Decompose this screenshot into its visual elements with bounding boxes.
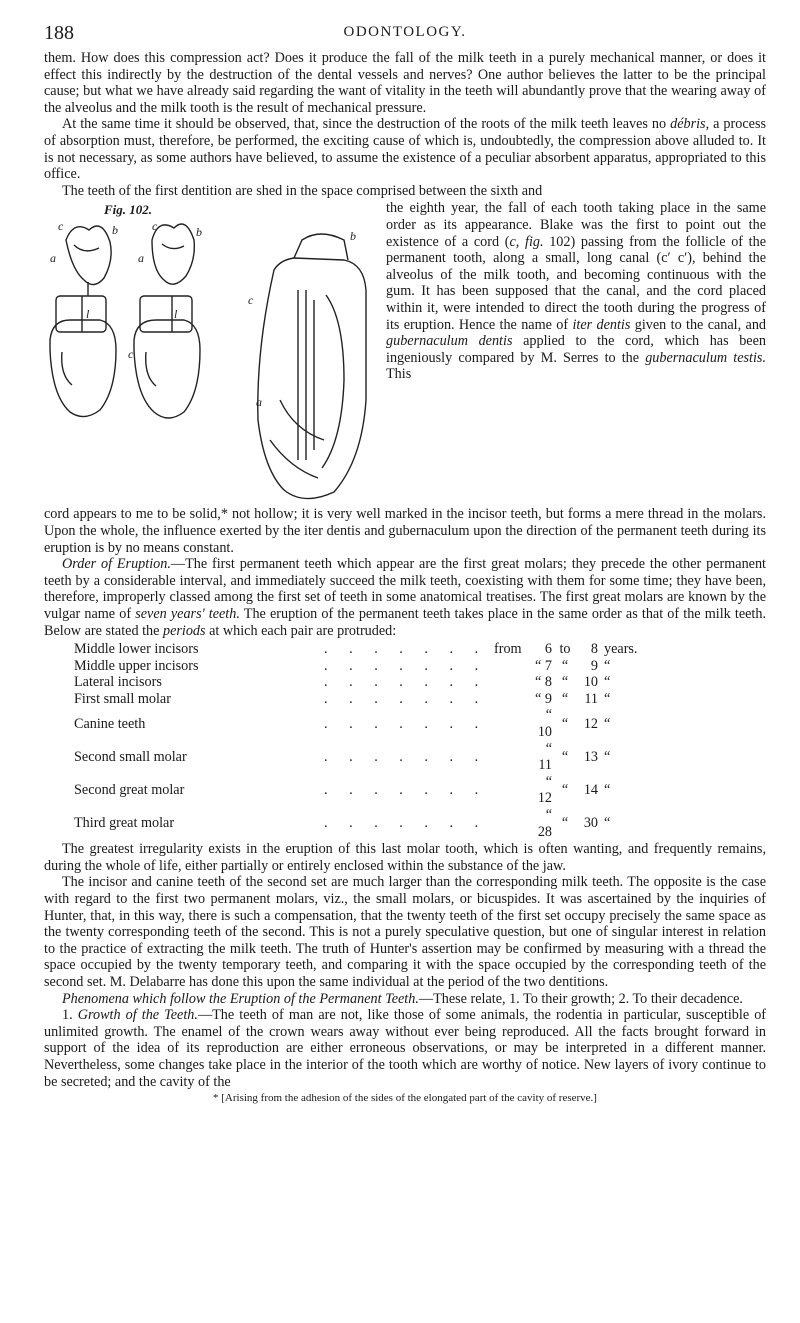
fig-letter-a-1: a <box>50 251 56 266</box>
leader-dots: . . . . . . . <box>324 657 488 674</box>
to-word: “ <box>561 715 569 732</box>
fig-letter-c-4: c <box>248 293 254 308</box>
from-word <box>494 691 532 708</box>
tooth-name: Middle upper incisors <box>74 657 199 674</box>
end-age: 9 <box>590 657 598 674</box>
start-age: “ 7 <box>535 657 552 674</box>
fig-letter-b-1: b <box>112 223 118 238</box>
tooth-name: Lateral incisors <box>74 674 162 691</box>
from-word <box>494 658 532 675</box>
paragraph-irregularity: The greatest irregularity exists in the eruption of this last molar tooth, which is often wanting, and frequently remains, during the whole of life, either partially or entirely enclosed within the substance of the jaw. <box>44 841 766 874</box>
footnote: * [Arising from the adhesion of the sides of the elongated part of the cavity of reserve.] <box>213 1092 597 1105</box>
paragraph-2: At the same time it should be observed, that, since the destruction of the roots of the milk teeth leaves no débris, a process of absorption must, therefore, be performed, the exciting cause of which is, undoubtedly, the compression above alluded to. It is not necessary, as some authors have believed, to assume the existence of a peculiar absorbent apparatus, appropriated to this office. <box>44 116 766 183</box>
tooth-name: Second great molar <box>74 782 185 799</box>
permanent-tooth-1 <box>50 320 116 417</box>
age-unit: “ <box>604 782 611 799</box>
end-age: 30 <box>583 815 598 832</box>
leader-dots: . . . . . . . <box>324 715 488 732</box>
fig-letter-l-2: l <box>174 307 178 322</box>
start-age: “ 8 <box>535 674 552 691</box>
eruption-table <box>74 641 664 840</box>
from-word <box>494 741 532 774</box>
figure-block <box>44 200 766 506</box>
eruption-row <box>74 741 664 774</box>
to-word: “ <box>561 657 569 674</box>
age-unit: “ <box>604 715 611 732</box>
figure-label: Fig. 102. <box>104 202 153 218</box>
start-age: “ 11 <box>538 740 552 774</box>
milk-tooth-1 <box>66 226 111 285</box>
end-age: 14 <box>583 782 598 799</box>
to-word: “ <box>561 674 569 691</box>
tooth-name: First small molar <box>74 690 171 707</box>
start-age: 6 <box>544 641 552 658</box>
paragraph-order-of-eruption: Order of Eruption.—The first permanent teeth which appear are the first great molars; they precede the other permanent teeth by a considerable interval, and immediately succeed the milk teeth, coexisting with them for some time; they have been, therefore, improperly classed among the first set of teeth in some anatomical treatises. The first great molars are known by the vulgar name of seven years' teeth. The eruption of the permanent teeth takes place in the same order as that of the milk teeth. Below are stated the periods at which each pair are protruded: <box>44 556 766 639</box>
end-age: 8 <box>590 641 598 658</box>
eruption-row <box>74 691 664 708</box>
end-age: 12 <box>583 715 598 732</box>
milk-tooth-2 <box>152 224 194 284</box>
start-age: “ 9 <box>535 690 552 707</box>
leader-dots: . . . . . . . <box>324 782 488 799</box>
milk-tooth-3 <box>294 234 348 260</box>
leader-dots: . . . . . . . <box>324 748 488 765</box>
fig-letter-c-2: c <box>152 219 158 234</box>
figure-side-text <box>386 200 766 383</box>
tooth-diagram <box>44 200 389 506</box>
fig-letter-l-1: l <box>86 307 90 322</box>
end-age: 10 <box>583 674 598 691</box>
tooth-name: Canine teeth <box>74 715 146 732</box>
age-unit: “ <box>604 674 611 691</box>
eruption-row <box>74 641 664 658</box>
start-age: “ 12 <box>537 773 552 807</box>
permanent-tooth-2 <box>134 320 200 418</box>
jaw-section <box>258 258 366 499</box>
fig-letter-c-3: c <box>128 347 134 362</box>
to-word: “ <box>561 748 569 765</box>
fig-letter-a-3: a <box>256 395 262 410</box>
end-age: 11 <box>584 690 598 707</box>
fig-letter-c-1: c <box>58 219 64 234</box>
to-word: “ <box>561 815 569 832</box>
eruption-row <box>74 707 664 740</box>
page-header <box>44 22 766 50</box>
age-unit: “ <box>604 748 611 765</box>
paragraph-phenomena: Phenomena which follow the Eruption of the Permanent Teeth.—These relate, 1. To their growth; 2. To their decadence. <box>62 990 743 1007</box>
from-word <box>494 674 532 691</box>
age-unit: “ <box>604 657 611 674</box>
start-age: “ 28 <box>537 807 552 840</box>
age-unit: “ <box>604 815 611 832</box>
eruption-row <box>74 674 664 691</box>
leader-dots: . . . . . . . <box>324 674 488 691</box>
paragraph-1: them. How does this compression act? Does it produce the fall of the milk teeth in a purely mechanical manner, or does it effect this indirectly by the destruction of the dental vessels and nerves? One author believes the latter to be the principal cause; but what we have already said regarding the want of vitality in the teeth will abundantly prove that the wearing away of the alveolus and the milk tooth is the result of mechanical pressure. <box>44 50 766 116</box>
from-word <box>494 774 532 807</box>
tooth-name: Third great molar <box>74 815 175 832</box>
leader-dots: . . . . . . . <box>324 641 488 658</box>
book-page <box>44 22 766 1104</box>
follicle-2 <box>140 296 192 332</box>
paragraph-growth: 1. Growth of the Teeth.—The teeth of man are not, like those of some animals, the rodentia in particular, susceptible of unlimited growth. The enamel of the crown wears away without ever being reproduced. All the facts brought forward in support of the idea of its reproduction are either erroneous observations, or may be interpreted in a different manner. Nevertheless, some changes take place in the interior of the tooth which are worthy of notice. New layers of ivory continue to be secreted; and the cavity of the <box>44 1007 767 1090</box>
fig-letter-b-2: b <box>196 225 202 240</box>
leader-dots: . . . . . . . <box>324 815 488 832</box>
age-unit: “ <box>604 690 611 707</box>
page-number: 188 <box>44 22 74 44</box>
from-word <box>494 707 532 740</box>
eruption-row <box>74 807 664 840</box>
fig-letter-b-3: b <box>350 229 356 244</box>
to-word: to <box>559 641 571 658</box>
paragraph-3-lead: The teeth of the first dentition are shed in the space comprised between the sixth and <box>62 182 543 199</box>
paragraph-hunter: The incisor and canine teeth of the second set are much larger than the corresponding milk teeth. The opposite is the case with regard to the first two permanent molars, viz., the small molars, or bicuspides. It was ascertained by the inquiries of Hunter, that, in this way, there is such a compensation, that the twenty teeth of the first set occupy precisely the same space as the twenty corresponding teeth of the second. This is not a purely speculative question, but one of singular interest in relation to the practice of extracting the milk teeth. The truth of Hunter's assertion may be confirmed by measuring with a thread the space occupied by the twenty temporary teeth, and comparing it with the space occupied by the corresponding teeth of the second set. M. Delabarre has done this upon the same individual at the period of the two dentitions. <box>44 874 766 990</box>
fig-letter-a-2: a <box>138 251 144 266</box>
paragraph-3-wrapped: the eighth year, the fall of each tooth taking place in the same order as its appearance. Blake was the first to point out the existence of a cord (c, fig. 102) passing from the follicle of the permanent tooth, along a small, long canal (c′ c′), behind the alveolus of the milk tooth, and becoming continuous with the gum. It has been supposed that the canal, and the cord placed within it, were intended to direct the tooth during the progress of its eruption. Hence the name of iter dentis given to the canal, and gubernaculum dentis applied to the cord, which has been ingeniously compared by M. Serres to the gubernaculum testis. This <box>386 200 767 383</box>
from-word <box>494 807 532 840</box>
to-word: “ <box>561 690 569 707</box>
end-age: 13 <box>583 748 598 765</box>
paragraph-3-tail: cord appears to me to be solid,* not hollow; it is very well marked in the incisor teeth, but forms a mere thread in the molars. Upon the whole, the influence exerted by the iter dentis and gubernaculum upon the direction of the permanent teeth during its eruption is by no means constant. <box>44 506 766 556</box>
running-title: ODONTOLOGY. <box>343 24 467 40</box>
eruption-row <box>74 658 664 675</box>
eruption-row <box>74 774 664 807</box>
from-word: from <box>494 641 522 658</box>
tooth-name: Middle lower incisors <box>74 641 199 658</box>
start-age: “ 10 <box>537 707 552 741</box>
tooth-name: Second small molar <box>74 748 187 765</box>
age-unit: years. <box>604 641 638 658</box>
to-word: “ <box>561 782 569 799</box>
follicle-1 <box>56 296 106 332</box>
figure-102-illustration <box>44 200 389 506</box>
leader-dots: . . . . . . . <box>324 690 488 707</box>
